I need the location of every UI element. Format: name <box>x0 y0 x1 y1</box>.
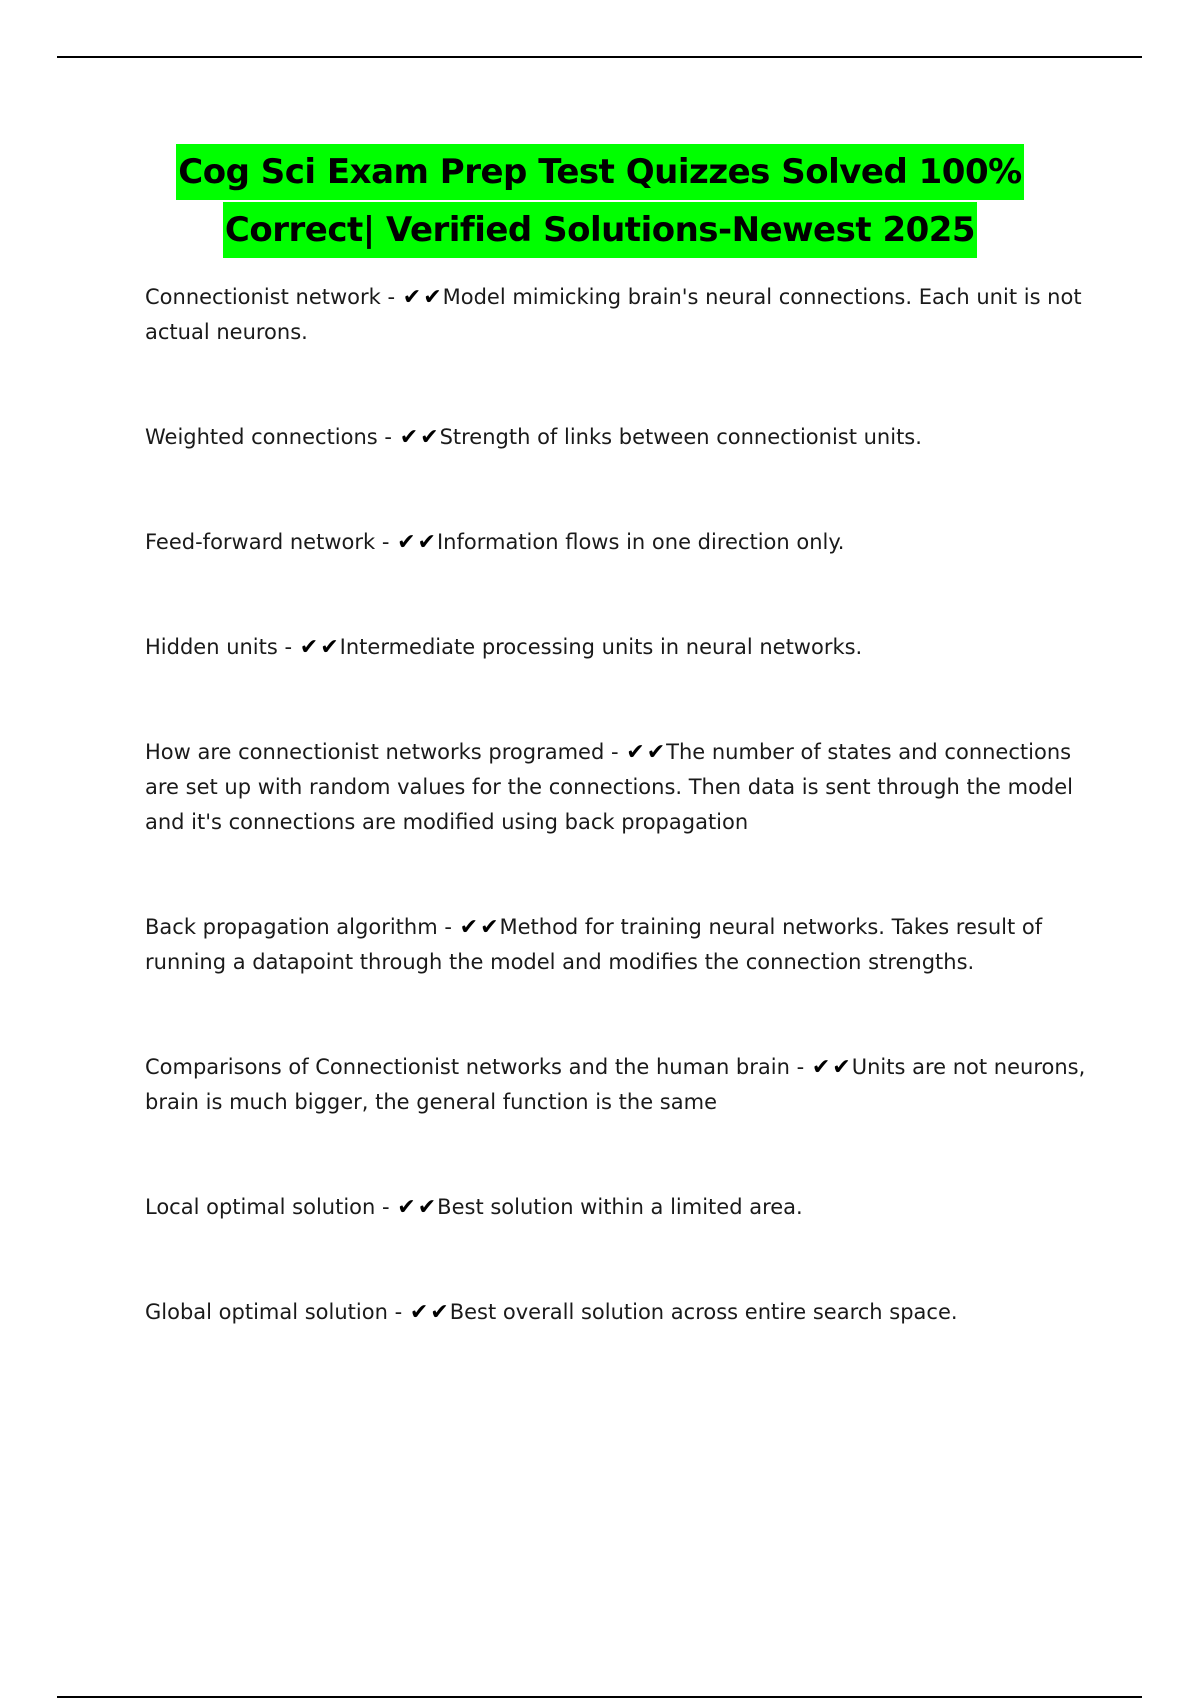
qa-separator: - <box>444 915 452 939</box>
qa-item <box>145 525 1095 560</box>
check-icon: ✔ <box>811 1055 831 1080</box>
qa-separator: - <box>284 635 293 659</box>
qa-term: Local optimal solution <box>145 1195 376 1219</box>
check-icon: ✔ <box>832 1055 851 1080</box>
check-icon: ✔ <box>402 285 422 310</box>
qa-item <box>145 630 1095 665</box>
check-icon: ✔ <box>646 740 666 765</box>
qa-separator: - <box>381 530 390 554</box>
title-line-2: Correct| Verified Solutions-Newest 2025 <box>223 202 977 258</box>
check-icon: ✔ <box>480 915 499 940</box>
qa-item <box>145 420 1095 455</box>
qa-term: How are connectionist networks programed <box>145 740 605 764</box>
qa-definition: Method for training neural networks. Takes result of running a datapoint through the model and modifies the connection strengths. <box>145 915 1043 974</box>
qa-separator: - <box>796 1055 805 1079</box>
qa-item <box>145 1190 1095 1225</box>
check-icon: ✔ <box>423 285 442 310</box>
check-icon: ✔ <box>397 1195 416 1220</box>
qa-item <box>145 1295 1095 1330</box>
qa-separator: - <box>382 1195 390 1219</box>
qa-term: Weighted connections <box>145 425 378 449</box>
check-icon: ✔ <box>626 740 645 765</box>
qa-separator: - <box>387 285 396 309</box>
check-icon: ✔ <box>299 635 319 660</box>
check-icon: ✔ <box>397 530 416 555</box>
title-line-1: Cog Sci Exam Prep Test Quizzes Solved 100% <box>176 144 1023 200</box>
qa-definition: Strength of links between connectionist units. <box>439 425 922 449</box>
qa-definition: Best overall solution across entire search space. <box>449 1300 958 1324</box>
check-icon: ✔ <box>399 425 419 450</box>
document-title <box>0 144 1200 258</box>
qa-item <box>145 1050 1095 1120</box>
qa-definition: Intermediate processing units in neural networks. <box>339 635 863 659</box>
qa-item <box>145 280 1095 350</box>
qa-separator: - <box>384 425 392 449</box>
check-icon: ✔ <box>420 425 439 450</box>
qa-definition: The number of states and connections are set up with random values for the connections. Then data is sent through the model and it's connections are modified using back propagation <box>145 740 1073 834</box>
top-rule <box>57 56 1142 58</box>
check-icon: ✔ <box>409 1300 429 1325</box>
qa-term: Feed-forward network <box>145 530 376 554</box>
qa-list <box>145 280 1095 1330</box>
check-icon: ✔ <box>430 1300 449 1325</box>
qa-definition: Units are not neurons, brain is much bigger, the general function is the same <box>145 1055 1086 1114</box>
qa-separator: - <box>394 1300 403 1324</box>
check-icon: ✔ <box>417 530 436 555</box>
qa-separator: - <box>611 740 619 764</box>
qa-term: Hidden units <box>145 635 278 659</box>
qa-term: Back propagation algorithm <box>145 915 438 939</box>
check-icon: ✔ <box>417 1195 437 1220</box>
qa-item <box>145 910 1095 980</box>
qa-definition: Information flows in one direction only. <box>436 530 845 554</box>
qa-term: Connectionist network <box>145 285 381 309</box>
check-icon: ✔ <box>320 635 339 660</box>
bottom-rule <box>57 1696 1142 1698</box>
qa-definition: Best solution within a limited area. <box>437 1195 803 1219</box>
qa-term: Global optimal solution <box>145 1300 388 1324</box>
qa-item <box>145 735 1095 840</box>
qa-term: Comparisons of Connectionist networks and the human brain <box>145 1055 790 1079</box>
check-icon: ✔ <box>459 915 479 940</box>
qa-definition: Model mimicking brain's neural connections. Each unit is not actual neurons. <box>145 285 1082 344</box>
